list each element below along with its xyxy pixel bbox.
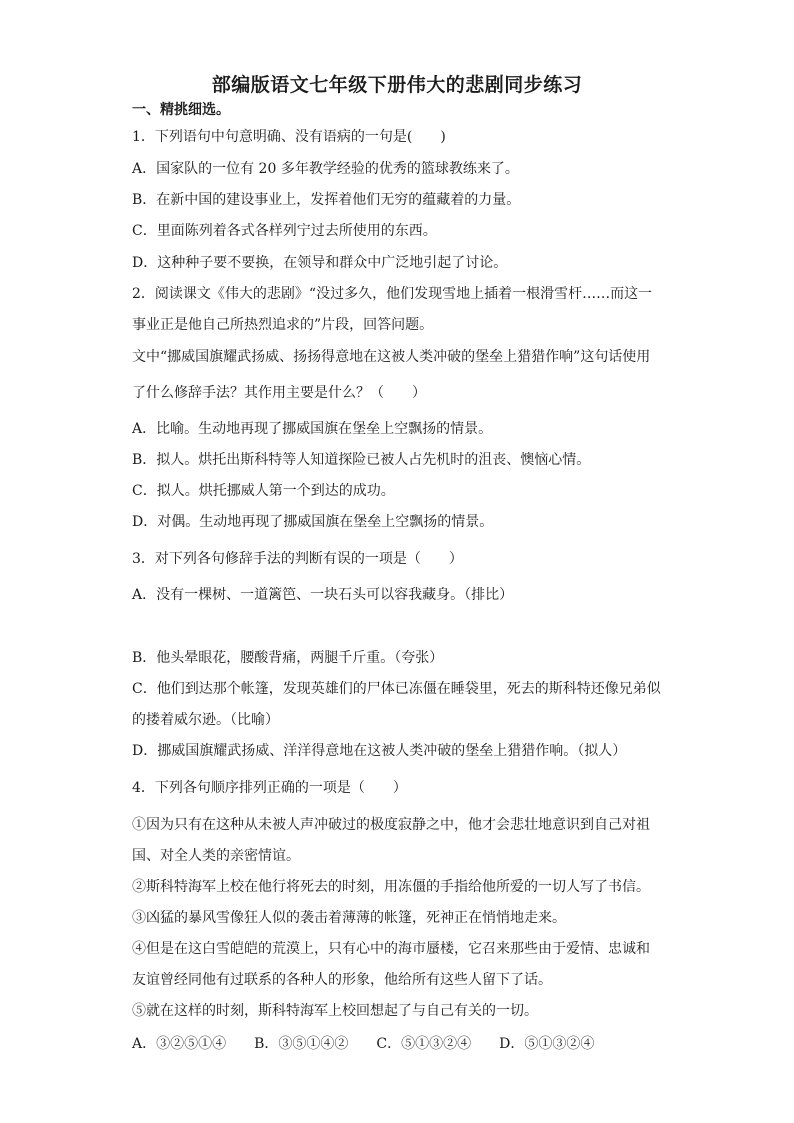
question-2-option-c: C．拟人。烘托挪威人第一个到达的成功。 <box>132 483 395 499</box>
question-1-option-b: B．在新中国的建设事业上，发挥着他们无穷的蕴藏着的力量。 <box>132 192 521 208</box>
question-3-option-d: D．挪威国旗耀武扬威、洋洋得意地在这被人类冲破的堡垒上猎猎作响。（拟人） <box>132 743 627 759</box>
question-2-option-b: B．拟人。烘托出斯科特等人知道探险已被人占先机时的沮丧、懊恼心情。 <box>132 452 591 468</box>
question-4-stem: 4．下列各句顺序排列正确的一项是（ ） <box>132 780 407 796</box>
question-2-stem: 2．阅读课文《伟大的悲剧》“没过多久，他们发现雪地上插着一根滑雪杆……而这一 <box>132 286 653 302</box>
question-3-option-a: A．没有一棵树、一道篱笆、一块石头可以容我藏身。（排比） <box>132 587 514 603</box>
section-heading: 一、精挑细选。 <box>132 102 230 118</box>
page-title: 部编版语文七年级下册伟大的悲剧同步练习 <box>211 74 583 96</box>
question-4-sentence-1-continued: 国、对全人类的亲密情谊。 <box>132 848 300 864</box>
question-3-option-c-continued: 的搂着威尔逊。（比喻） <box>132 712 279 728</box>
question-3-option-c: C．他们到达那个帐篷，发现英雄们的尸体已冻僵在睡袋里，死去的斯科特还像兄弟似 <box>132 681 661 697</box>
question-3-stem: 3．对下列各句修辞手法的判断有误的一项是（ ） <box>132 551 463 567</box>
question-2-quote: 文中“挪威国旗耀武扬威、扬扬得意地在这被人类冲破的堡垒上猎猎作响”这句话使用 <box>132 349 651 365</box>
question-4-sentence-3: ③凶猛的暴风雪像狂人似的袭击着薄薄的帐篷，死神正在悄悄地走来。 <box>132 910 566 926</box>
question-2-option-d: D．对偶。生动地再现了挪威国旗在堡垒上空飘扬的情景。 <box>132 514 494 530</box>
question-2-stem-continued: 事业正是他自己所热烈追求的”片段，回答问题。 <box>132 317 434 333</box>
question-1-stem: 1．下列语句中句意明确、没有语病的一句是( ) <box>132 129 446 145</box>
question-4-sentence-4-continued: 友谊曾经同他有过联系的各种人的形象，他给所有这些人留下了话。 <box>132 972 552 988</box>
question-4-sentence-1: ①因为只有在这种从未被人声冲破过的极度寂静之中，他才会悲壮地意识到自己对祖 <box>132 817 650 833</box>
question-1-option-c: C．里面陈列着各式各样列宁过去所使用的东西。 <box>132 223 437 239</box>
question-1-option-a: A．国家队的一位有 20 多年教学经验的优秀的篮球教练来了。 <box>132 161 519 177</box>
question-3-option-b: B．他头晕眼花，腰酸背痛，两腿千斤重。（夸张） <box>132 650 444 666</box>
question-4-options: A．③②⑤①④ B．③⑤①④② C．⑤①③②④ D．⑤①③②④ <box>132 1036 595 1052</box>
question-1-option-d: D．这种种子要不要换，在领导和群众中广泛地引起了讨论。 <box>132 255 508 271</box>
question-4-sentence-2: ②斯科特海军上校在他行将死去的时刻，用冻僵的手指给他所爱的一切人写了书信。 <box>132 879 650 895</box>
question-4-sentence-5: ⑤就在这样的时刻，斯科特海军上校回想起了与自己有关的一切。 <box>132 1003 538 1019</box>
question-2-option-a: A．比喻。生动地再现了挪威国旗在堡垒上空飘扬的情景。 <box>132 421 493 437</box>
question-4-sentence-4: ④但是在这白雪皑皑的荒漠上，只有心中的海市蜃楼，它召来那些由于爱情、忠诚和 <box>132 941 650 957</box>
question-2-quote-continued: 了什么修辞手法？其作用主要是什么？（ ） <box>132 385 426 401</box>
